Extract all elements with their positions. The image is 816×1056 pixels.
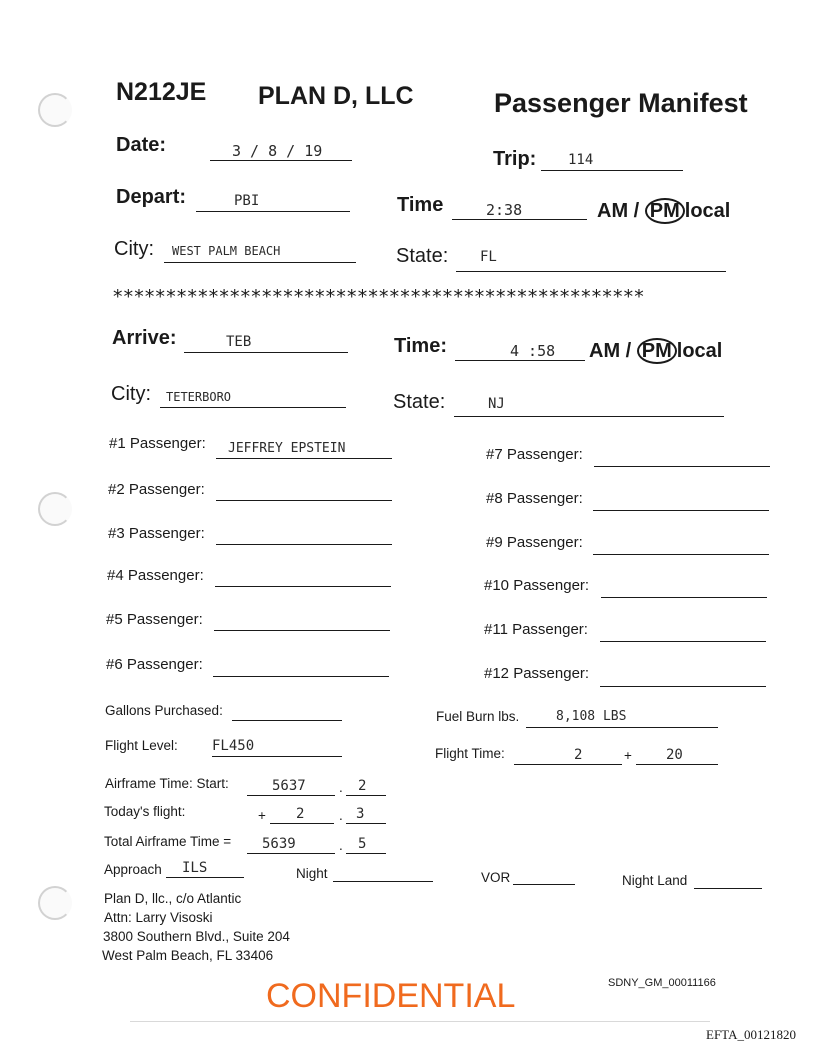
- tail-number: N212JE: [116, 78, 207, 106]
- address-line-2: Attn: Larry Visoski: [104, 910, 213, 925]
- total-airframe-dot: .: [339, 838, 343, 853]
- airframe-start-label: Airframe Time: Start:: [105, 776, 229, 791]
- depart-time-label: Time: [397, 194, 444, 216]
- passenger-line-6: [213, 676, 389, 677]
- flight-time-plus: +: [624, 748, 632, 763]
- todays-flight-line: [270, 823, 334, 824]
- passenger-line-10: [601, 597, 767, 598]
- fuel-burn-value[interactable]: 8,108 LBS: [556, 709, 627, 724]
- date-label: Date:: [116, 134, 167, 156]
- passenger-line-4: [215, 586, 391, 587]
- document-title: Passenger Manifest: [494, 88, 748, 118]
- depart-state-value[interactable]: FL: [480, 249, 497, 265]
- approach-value[interactable]: ILS: [182, 860, 208, 876]
- passenger-line-9: [593, 554, 769, 555]
- depart-label: Depart:: [116, 186, 187, 208]
- flight-time-label: Flight Time:: [435, 746, 505, 761]
- night-land-label: Night Land: [622, 873, 688, 888]
- punch-hole-middle: [38, 492, 72, 526]
- punch-hole-top: [38, 93, 72, 127]
- am-label: AM /: [589, 340, 632, 362]
- fuel-burn-line: [526, 727, 718, 728]
- arrive-line: [184, 352, 348, 353]
- todays-flight-tenth-line: [346, 823, 386, 824]
- company-name: PLAN D, LLC: [258, 82, 414, 110]
- arrive-value[interactable]: TEB: [226, 334, 252, 350]
- passenger-label-3: #3 Passenger:: [108, 525, 205, 542]
- address-line-1: Plan D, llc., c/o Atlantic: [104, 891, 242, 906]
- total-airframe-line: [247, 853, 335, 854]
- trip-line: [541, 170, 683, 171]
- depart-city-line: [164, 262, 356, 263]
- vor-label: VOR: [481, 870, 511, 885]
- night-label: Night: [296, 866, 328, 881]
- arrive-time-line: [455, 360, 585, 361]
- am-label: AM /: [597, 200, 640, 222]
- arrive-ampm: [589, 340, 722, 363]
- passenger-label-7: #7 Passenger:: [486, 446, 583, 463]
- approach-line: [166, 877, 244, 878]
- airframe-start-tenth-line: [346, 795, 386, 796]
- arrive-city-line: [160, 407, 346, 408]
- total-airframe-tenth-line: [346, 853, 386, 854]
- trip-value[interactable]: 114: [568, 152, 594, 168]
- passenger-label-11: #11 Passenger:: [484, 621, 588, 638]
- date-value[interactable]: 3 / 8 / 19: [232, 142, 323, 160]
- flight-time-hours-line: [514, 764, 622, 765]
- arrive-time-label: Time:: [394, 335, 447, 357]
- depart-state-line: [456, 271, 726, 272]
- todays-flight-plus: +: [258, 808, 266, 823]
- arrive-city-label: City:: [111, 383, 151, 405]
- passenger-line-1: [216, 458, 392, 459]
- passenger-label-1: #1 Passenger:: [109, 435, 206, 452]
- flight-time-minutes-line: [636, 764, 718, 765]
- flight-time-minutes[interactable]: 20: [666, 747, 683, 763]
- flight-level-value[interactable]: FL450: [212, 738, 255, 754]
- depart-state-label: State:: [396, 245, 449, 267]
- address-line-4: West Palm Beach, FL 33406: [102, 948, 274, 963]
- punch-hole-bottom: [38, 886, 72, 920]
- bates-number: SDNY_GM_00011166: [608, 977, 716, 989]
- date-line: [210, 160, 352, 161]
- airframe-start-whole[interactable]: 5637: [272, 778, 306, 794]
- flight-level-label: Flight Level:: [105, 738, 178, 753]
- flight-time-hours[interactable]: 2: [574, 747, 583, 763]
- todays-flight-dot: .: [339, 808, 343, 823]
- address-line-3: 3800 Southern Blvd., Suite 204: [103, 929, 290, 944]
- arrive-state-label: State:: [393, 391, 446, 413]
- night-land-line: [694, 888, 762, 889]
- total-airframe-whole[interactable]: 5639: [262, 836, 296, 852]
- passenger-line-12: [600, 686, 766, 687]
- passenger-line-5: [214, 630, 390, 631]
- depart-city-label: City:: [114, 238, 154, 260]
- depart-time-line: [452, 219, 587, 220]
- approach-label: Approach: [104, 862, 162, 877]
- passenger-label-12: #12 Passenger:: [484, 665, 590, 682]
- arrive-state-line: [454, 416, 724, 417]
- arrive-label: Arrive:: [112, 327, 177, 349]
- passenger-line-3: [216, 544, 392, 545]
- night-line: [333, 881, 433, 882]
- depart-city-value[interactable]: WEST PALM BEACH: [172, 244, 281, 258]
- gallons-line: [232, 720, 342, 721]
- gallons-label: Gallons Purchased:: [105, 703, 223, 718]
- total-airframe-label: Total Airframe Time =: [104, 834, 232, 849]
- confidential-stamp: CONFIDENTIAL: [266, 977, 516, 1015]
- passenger-label-10: #10 Passenger:: [484, 577, 590, 594]
- arrive-city-value[interactable]: TETERBORO: [166, 390, 232, 404]
- depart-line: [196, 211, 350, 212]
- airframe-start-line: [247, 795, 335, 796]
- passenger-label-9: #9 Passenger:: [486, 534, 583, 551]
- passenger-line-2: [216, 500, 392, 501]
- trip-label: Trip:: [493, 148, 537, 170]
- separator-stars: **************************************************: [112, 286, 644, 308]
- airframe-start-tenth[interactable]: 2: [358, 778, 367, 794]
- arrive-state-value[interactable]: NJ: [488, 396, 505, 412]
- passenger-line-8: [593, 510, 769, 511]
- passenger-line-7: [594, 466, 770, 467]
- pm-circled[interactable]: PM: [637, 338, 677, 364]
- passenger-label-6: #6 Passenger:: [106, 656, 203, 673]
- passenger-line-11: [600, 641, 766, 642]
- passenger-label-5: #5 Passenger:: [106, 611, 203, 628]
- vor-line: [513, 884, 575, 885]
- passenger-label-2: #2 Passenger:: [108, 481, 205, 498]
- local-label: local: [676, 340, 723, 362]
- passenger-value-1[interactable]: JEFFREY EPSTEIN: [228, 441, 346, 456]
- arrive-time-value[interactable]: 4 :58: [510, 342, 556, 360]
- passenger-label-8: #8 Passenger:: [486, 490, 583, 507]
- todays-flight-whole[interactable]: 2: [296, 806, 305, 822]
- local-label: local: [684, 200, 731, 222]
- total-airframe-tenth[interactable]: 5: [358, 836, 367, 852]
- flight-level-line: [212, 756, 342, 757]
- depart-ampm: [597, 200, 730, 223]
- bottom-rule: [130, 1021, 710, 1022]
- passenger-label-4: #4 Passenger:: [107, 567, 204, 584]
- depart-value[interactable]: PBI: [234, 193, 260, 209]
- pm-circled[interactable]: PM: [645, 198, 685, 224]
- depart-time-value[interactable]: 2:38: [486, 201, 523, 219]
- airframe-start-dot: .: [339, 780, 343, 795]
- todays-flight-tenth[interactable]: 3: [356, 806, 365, 822]
- todays-flight-label: Today's flight:: [104, 804, 186, 819]
- efta-number: EFTA_00121820: [706, 1027, 796, 1042]
- fuel-burn-label: Fuel Burn lbs.: [436, 709, 520, 724]
